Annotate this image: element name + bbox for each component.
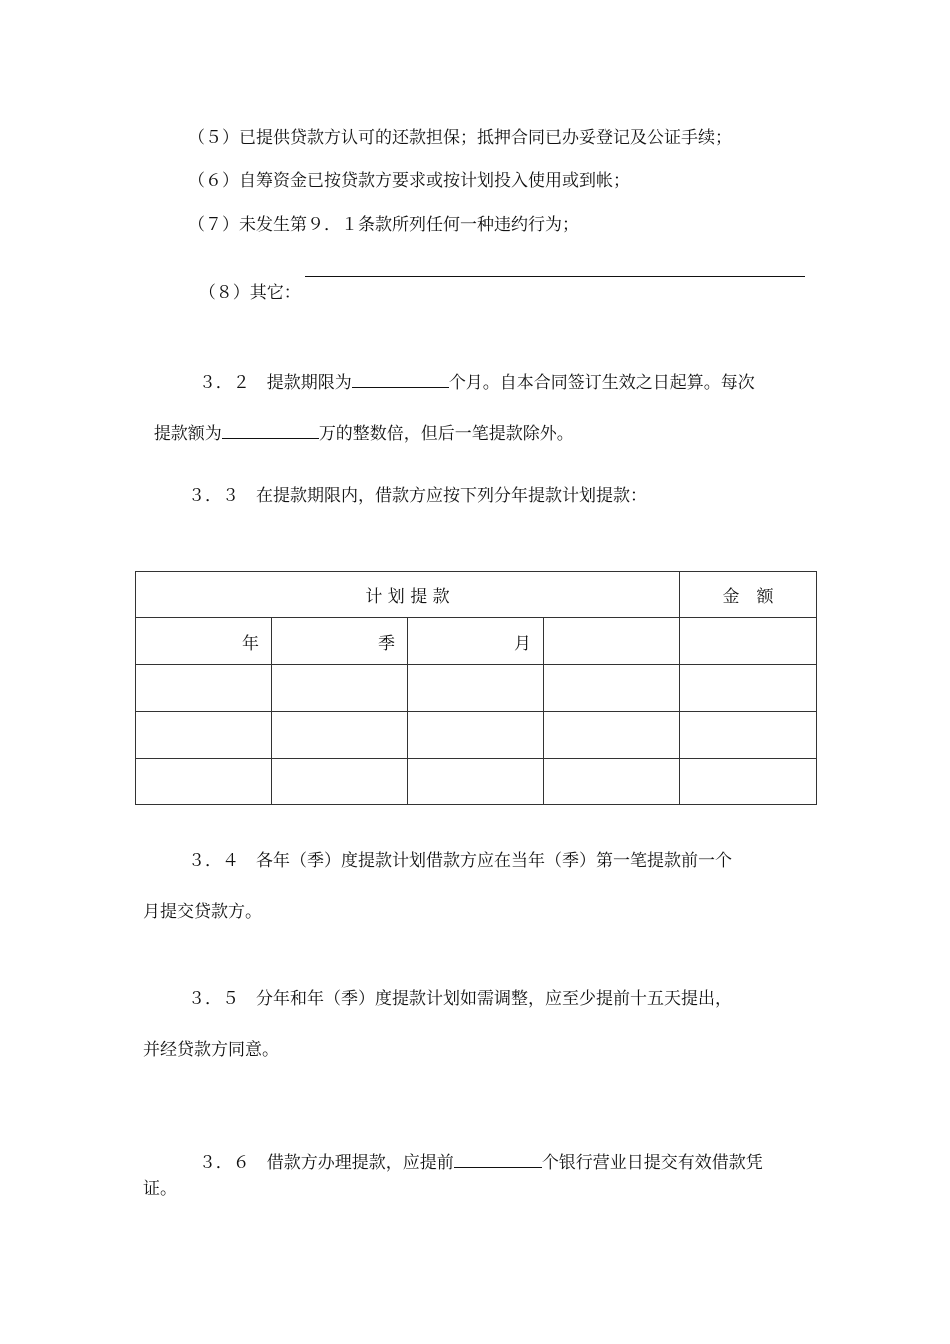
- clause-3-4-line2: 月提交贷款方。: [143, 902, 262, 922]
- clause-3-2-text-d: 万的整数倍，但后一笔提款除外。: [318, 424, 574, 444]
- clause-3-2-text-c: 提款额为: [153, 424, 222, 444]
- col-year: 年: [136, 618, 272, 665]
- clause-3-2-text-a: ３．２ 提款期限为: [198, 373, 352, 393]
- condition-7: （７）未发生第９．１条款所列任何一种违约行为；: [188, 215, 579, 235]
- table-row: [136, 665, 817, 712]
- condition-8: [188, 257, 301, 305]
- table-cell[interactable]: [408, 712, 544, 759]
- table-cell[interactable]: [544, 665, 680, 712]
- condition-8-blank[interactable]: [305, 276, 805, 277]
- clause-3-5-line1: ３．５ 分年和年（季）度提款计划如需调整，应至少提前十五天提出，: [188, 989, 732, 1009]
- business-days-blank[interactable]: [454, 1149, 542, 1168]
- table-cell[interactable]: [408, 759, 544, 805]
- table-cell[interactable]: [680, 759, 817, 805]
- table-cell[interactable]: [136, 759, 272, 805]
- clause-3-6-line2: 证。: [143, 1179, 177, 1199]
- table-cell[interactable]: [544, 759, 680, 805]
- withdrawal-plan-table: [135, 571, 817, 805]
- table-cell[interactable]: [680, 665, 817, 712]
- table-cell[interactable]: [544, 618, 680, 665]
- col-quarter: 季: [272, 618, 408, 665]
- header-amount: 金 额: [680, 572, 817, 618]
- table-cell[interactable]: [544, 712, 680, 759]
- table-cell[interactable]: [136, 665, 272, 712]
- condition-6: （６）自筹资金已按贷款方要求或按计划投入使用或到帐；: [188, 171, 630, 191]
- condition-8-label: （８）其它：: [198, 283, 301, 303]
- clause-3-2-line2: [143, 396, 574, 446]
- table-cell[interactable]: [136, 712, 272, 759]
- clause-3-6-line1: [188, 1125, 763, 1175]
- header-plan: 计 划 提 款: [136, 572, 680, 618]
- col-month: 月: [408, 618, 544, 665]
- table-cell[interactable]: [272, 665, 408, 712]
- table-cell[interactable]: [408, 665, 544, 712]
- clause-3-6-text-a: ３．６ 借款方办理提款，应提前: [198, 1153, 454, 1173]
- table-cell[interactable]: [272, 712, 408, 759]
- table-header-row: [136, 572, 817, 618]
- table-row: [136, 712, 817, 759]
- clause-3-5-line2: 并经贷款方同意。: [143, 1040, 279, 1060]
- clause-3-4-line1: ３．４ 各年（季）度提款计划借款方应在当年（季）第一笔提款前一个: [188, 851, 732, 871]
- clause-3-3: ３．３ 在提款期限内，借款方应按下列分年提款计划提款：: [188, 486, 647, 506]
- withdrawal-amount-blank[interactable]: [222, 420, 319, 439]
- table-cell[interactable]: [680, 712, 817, 759]
- withdrawal-months-blank[interactable]: [352, 369, 449, 388]
- condition-5: （５）已提供贷款方认可的还款担保；抵押合同已办妥登记及公证手续；: [188, 128, 732, 148]
- clause-3-2-line1: [188, 345, 755, 395]
- clause-3-6-text-b: 个银行营业日提交有效借款凭: [541, 1153, 763, 1173]
- table-subheader-row: [136, 618, 817, 665]
- clause-3-2-text-b: 个月。自本合同签订生效之日起算。每次: [448, 373, 755, 393]
- table-row: [136, 759, 817, 805]
- table-cell[interactable]: [272, 759, 408, 805]
- table-cell[interactable]: [680, 618, 817, 665]
